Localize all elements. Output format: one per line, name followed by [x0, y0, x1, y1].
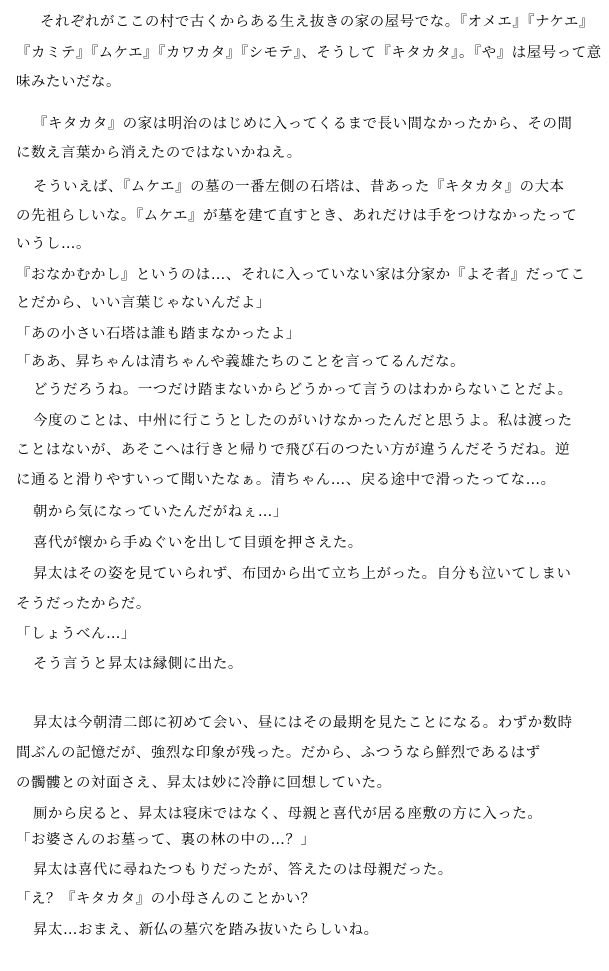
text-line: 今度のことは、中州に行こうとしたのがいけなかったんだと思うよ。私は渡った — [33, 413, 573, 429]
text-line: 間ぶんの記憶だが、強烈な印象が残った。だから、ふつうなら鮮烈であるはず — [16, 745, 541, 761]
text-line: 味みたいだな。 — [16, 74, 121, 90]
text-line: 昇太は喜代に尋ねたつもりだったが、答えたのは母親だった。 — [33, 862, 453, 878]
text-line: 『おなかむかし』というのは…、それに入っていない家は分家か『よそ者』だってこ — [16, 267, 586, 283]
text-line: そうだったからだ。 — [16, 596, 151, 612]
text-line: の先祖らしいな。『ムケエ』が墓を建て直すとき、あれだけは手をつけなかったって — [16, 208, 578, 224]
text-line: そう言うと昇太は縁側に出た。 — [33, 656, 243, 672]
text-line: 厠から戻ると、昇太は寝床ではなく、母親と喜代が居る座敷の方に入った。 — [33, 806, 543, 822]
text-line: 「え？『キタカタ』の小母さんのことかい？ — [16, 891, 316, 907]
text-line: 昇太は今朝清二郎に初めて会い、昼にはその最期を見たことになる。わずか数時 — [33, 715, 573, 731]
text-line: そういえば、『ムケエ』の墓の一番左側の石塔は、昔あった『キタカタ』の大本 — [33, 179, 565, 195]
text-line: 喜代が懐から手ぬぐいを出して目頭を押さえた。 — [33, 535, 363, 551]
text-line: 「あの小さい石塔は誰も踏まなかったよ」 — [16, 326, 301, 342]
text-line: 昇太…おまえ、新仏の墓穴を踏み抜いたらしいね。 — [33, 922, 379, 938]
text-line: に数え言葉から消えたのではないかねえ。 — [16, 145, 302, 161]
text-line: 『キタカタ』の家は明治のはじめに入ってくるまで長い間なかったから、その間 — [33, 116, 573, 132]
text-line: の髑髏との対面さえ、昇太は妙に冷静に回想していた。 — [16, 775, 392, 791]
text-line: 「ああ、昇ちゃんは清ちゃんや義雄たちのことを言ってるんだな。 — [16, 354, 466, 370]
text-line: どうだろうね。一つだけ踏まないからどうかって言うのはわからないことだよ。 — [33, 382, 573, 398]
text-line: 昇太はその姿を見ていられず、布団から出て立ち上がった。自分も泣いてしまい — [33, 566, 572, 582]
text-line: とだから、いい言葉じゃないんだよ」 — [16, 295, 271, 311]
text-line: ことはないが、あそこへは行きと帰りで飛び石のつたい方が違うんだそうだね。逆 — [16, 442, 571, 458]
text-line: に通ると滑りやすいって聞いたなぁ。清ちゃん…、戻る途中で滑ったってな…。 — [16, 472, 556, 488]
text-line: いうし…。 — [16, 236, 91, 252]
text-line: 『カミテ』『ムケエ』『カワカタ』『シモテ』、そうして『キタカタ』。『や』は屋号って意 — [16, 45, 602, 61]
text-line: 「お婆さんのお墓って、裏の林の中の…？」 — [16, 832, 316, 848]
text-line: 「しょうべん…」 — [16, 626, 136, 642]
text-line: 朝から気になっていたんだがねぇ…」 — [33, 504, 288, 520]
text-line: それぞれがここの村で古くからある生え抜きの家の屋号でな。『オメエ』『ナケエ』 — [40, 14, 594, 30]
